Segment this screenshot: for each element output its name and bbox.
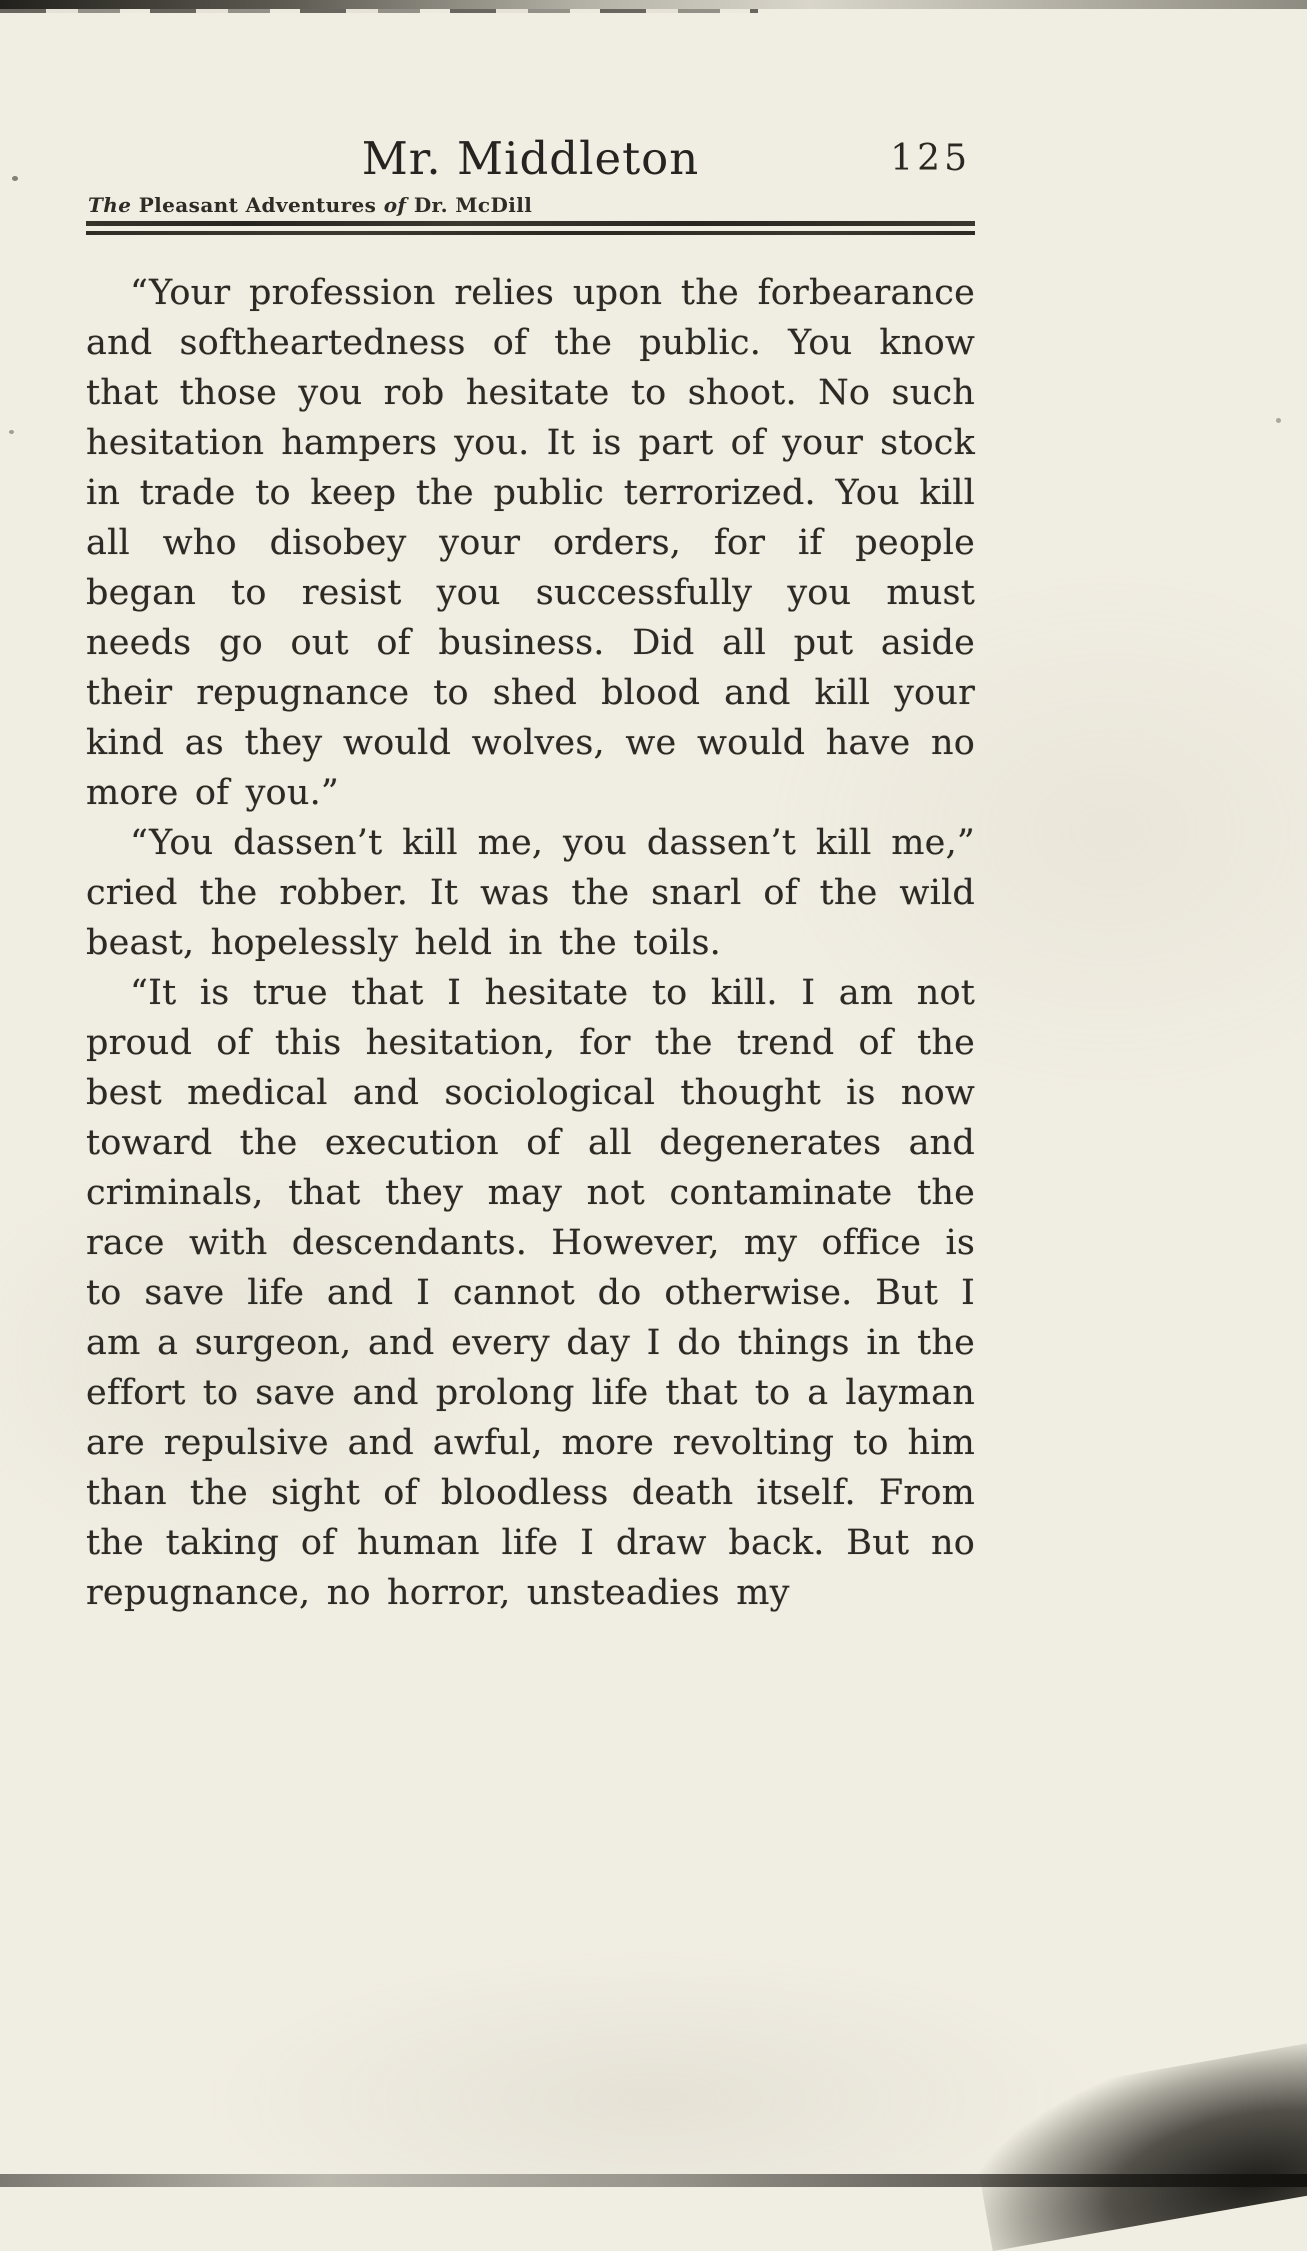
running-title-of: of: [383, 193, 407, 217]
rule-line-top: [86, 221, 975, 226]
rule-line-bottom: [86, 231, 975, 235]
scan-artifact-speck: [9, 430, 14, 434]
body-paragraph: “You dassen’t kill me, you dassen’t kill me,” cried the robber. It was the snarl of the wild beast, hopelessly held in the toils.: [86, 823, 975, 963]
running-title-the: The: [88, 193, 132, 217]
body-paragraph: “It is true that I hesitate to kill. I am not proud of this hesitation, for the trend of the best medical and sociological thought is now toward the execution of all degenerates and criminals, that they may not contaminate the race with descendants. However, my office is to save life and I cannot do otherwise. But I am a surgeon, and every day I do things in the effort to save and prolong life that to a layman are repulsive and awful, more revolting to him than the sight of bloodless death itself. From the taking of human life I draw back. But no repugnance, no horror, unsteadies my: [86, 973, 975, 1613]
scan-artifact-top-edge: [0, 0, 1307, 9]
scan-artifact-speck: [12, 176, 18, 181]
body-paragraph: “Your profession relies upon the forbearance and softheartedness of the public. You know that those you rob hesitate to shoot. No such hesitation hampers you. It is part of your stock in trade to keep the public terrorized. You kill all who disobey your orders, for if people began to resist you successfully you must needs go out of business. Did all put aside their repugnance to shed blood and kill your kind as they would wolves, we would have no more of you.”: [86, 273, 975, 813]
scan-artifact-bottom-right-blob: [967, 2041, 1307, 2251]
scan-artifact-bottom-edge: [0, 2174, 1307, 2187]
page-title: Mr. Middleton: [361, 132, 700, 185]
page-header: [86, 132, 975, 190]
running-title-end: Dr. McDill: [413, 193, 533, 217]
running-title-middle: Pleasant Adventures: [138, 193, 377, 217]
scan-artifact-top-dashes: [0, 9, 758, 13]
running-title: [88, 193, 532, 217]
scan-artifact-speck: [1276, 418, 1281, 423]
body-text: [86, 268, 975, 1618]
page-number: 125: [890, 138, 971, 179]
double-rule: [86, 221, 975, 235]
